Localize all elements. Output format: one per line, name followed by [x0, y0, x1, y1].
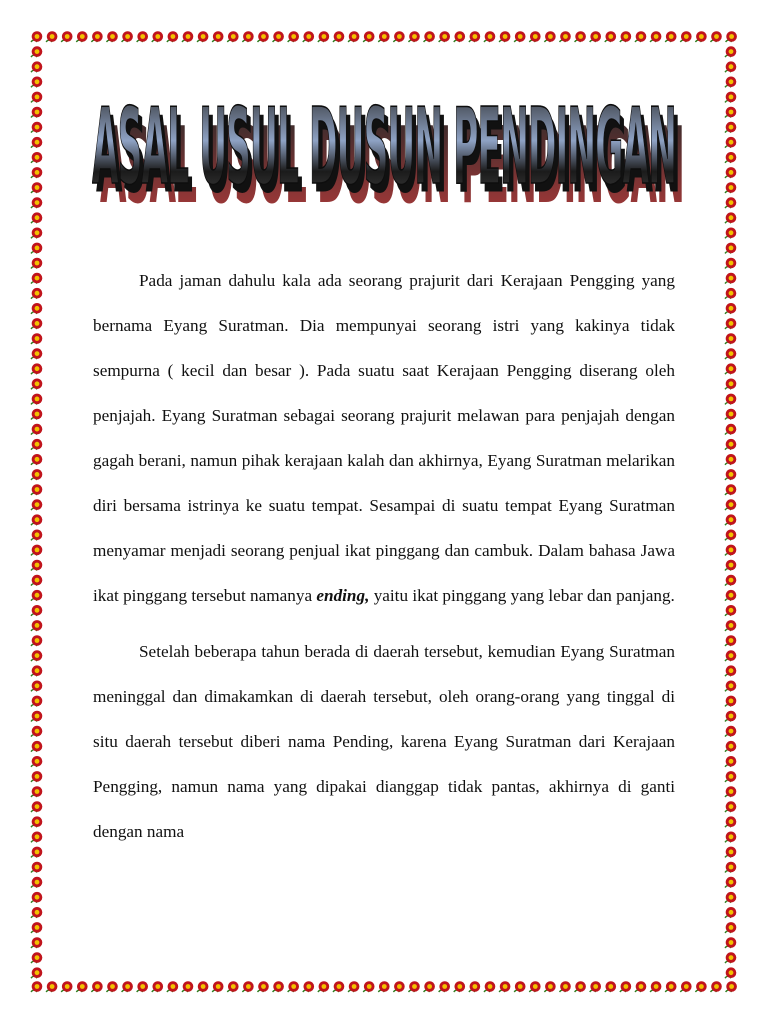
paragraph-1-emphasis: ending, [316, 586, 370, 605]
flower-icon [499, 31, 510, 42]
flower-icon [182, 31, 193, 42]
flower-icon [725, 832, 736, 843]
flower-icon [122, 981, 133, 992]
flower-icon [197, 981, 208, 992]
flower-icon [544, 981, 555, 992]
flower-icon [544, 31, 555, 42]
flower-icon [725, 530, 736, 541]
flower-icon [680, 981, 691, 992]
flower-icon [167, 31, 178, 42]
flower-icon [31, 318, 42, 329]
flower-icon [31, 590, 42, 601]
flower-icon [31, 454, 42, 465]
flower-icon [725, 107, 736, 118]
flower-icon [91, 981, 102, 992]
flower-icon [333, 31, 344, 42]
flower-icon [107, 981, 118, 992]
flower-icon [484, 31, 495, 42]
flower-icon [137, 981, 148, 992]
flower-icon [348, 981, 359, 992]
flower-icon [31, 545, 42, 556]
flower-icon [409, 981, 420, 992]
flower-icon [725, 605, 736, 616]
flower-icon [31, 937, 42, 948]
flower-icon [484, 981, 495, 992]
flower-icon [725, 454, 736, 465]
flower-icon [107, 31, 118, 42]
flower-icon [560, 981, 571, 992]
flower-icon [31, 696, 42, 707]
flower-icon [31, 681, 42, 692]
flower-border-icon [30, 30, 44, 994]
flower-icon [725, 756, 736, 767]
flower-icon [31, 107, 42, 118]
flower-icon [31, 726, 42, 737]
flower-icon [725, 711, 736, 722]
title-face: ASAL USUL DUSUN PENDINGAN [92, 86, 676, 209]
paragraph-1-tail: yaitu ikat pinggang yang lebar dan panjang. [369, 586, 675, 605]
flower-icon [605, 31, 616, 42]
flower-icon [258, 31, 269, 42]
flower-icon [725, 741, 736, 752]
flower-icon [31, 832, 42, 843]
flower-icon [650, 31, 661, 42]
flower-icon [31, 197, 42, 208]
flower-icon [725, 816, 736, 827]
flower-icon [514, 31, 525, 42]
flower-icon [514, 981, 525, 992]
flower-icon [725, 379, 736, 390]
flower-icon [152, 981, 163, 992]
flower-icon [31, 182, 42, 193]
flower-icon [711, 981, 722, 992]
flower-icon [439, 981, 450, 992]
flower-icon [76, 31, 87, 42]
flower-icon [725, 77, 736, 88]
flower-icon [378, 31, 389, 42]
flower-icon [454, 981, 465, 992]
flower-icon [273, 981, 284, 992]
flower-icon [31, 46, 42, 57]
flower-icon [725, 137, 736, 148]
flower-icon [590, 981, 601, 992]
flower-icon [575, 31, 586, 42]
flower-icon [560, 31, 571, 42]
flower-icon [31, 303, 42, 314]
flower-icon [31, 122, 42, 133]
flower-icon [725, 696, 736, 707]
flower-icon [725, 499, 736, 510]
flower-icon [31, 620, 42, 631]
flower-icon [31, 892, 42, 903]
flower-icon [31, 167, 42, 178]
flower-icon [31, 711, 42, 722]
flower-icon [725, 182, 736, 193]
flower-icon [409, 31, 420, 42]
flower-icon [725, 197, 736, 208]
flower-icon [725, 726, 736, 737]
title-shadow: ASAL USUL DUSUN PENDINGAN [100, 104, 684, 228]
flower-icon [31, 484, 42, 495]
flower-icon [725, 228, 736, 239]
flower-icon [31, 635, 42, 646]
flower-icon [725, 439, 736, 450]
flower-icon [725, 333, 736, 344]
document-body [93, 258, 675, 854]
flower-icon [363, 31, 374, 42]
flower-icon [695, 981, 706, 992]
flower-icon [725, 273, 736, 284]
flower-icon [152, 31, 163, 42]
flower-icon [31, 847, 42, 858]
flower-icon [61, 31, 72, 42]
paragraph-2 [93, 629, 675, 854]
flower-icon [273, 31, 284, 42]
flower-border-icon [724, 30, 738, 994]
flower-icon [725, 318, 736, 329]
flower-icon [197, 31, 208, 42]
flower-icon [378, 981, 389, 992]
flower-icon [31, 665, 42, 676]
flower-icon [635, 31, 646, 42]
flower-icon [31, 967, 42, 978]
flower-icon [31, 258, 42, 269]
flower-icon [725, 937, 736, 948]
document-title [92, 86, 692, 236]
flower-icon [303, 31, 314, 42]
flower-icon [31, 771, 42, 782]
flower-icon [725, 771, 736, 782]
flower-icon [31, 922, 42, 933]
flower-icon [31, 862, 42, 873]
flower-icon [424, 31, 435, 42]
flower-icon [725, 635, 736, 646]
flower-icon [725, 665, 736, 676]
flower-icon [303, 981, 314, 992]
flower-icon [711, 31, 722, 42]
flower-icon [31, 243, 42, 254]
flower-icon [665, 31, 676, 42]
flower-icon [242, 981, 253, 992]
flower-icon [31, 333, 42, 344]
flower-icon [31, 907, 42, 918]
flower-icon [31, 212, 42, 223]
flower-border-icon [30, 30, 738, 44]
flower-icon [31, 741, 42, 752]
flower-icon [31, 575, 42, 586]
flower-icon [725, 303, 736, 314]
flower-icon [725, 650, 736, 661]
flower-icon [725, 409, 736, 420]
flower-icon [242, 31, 253, 42]
flower-icon [318, 31, 329, 42]
flower-icon [122, 31, 133, 42]
flower-icon [31, 514, 42, 525]
flower-icon [725, 545, 736, 556]
flower-icon [31, 394, 42, 405]
flower-icon [31, 952, 42, 963]
flower-icon [31, 77, 42, 88]
flower-icon [725, 152, 736, 163]
flower-icon [424, 981, 435, 992]
flower-icon [575, 981, 586, 992]
flower-icon [725, 967, 736, 978]
flower-icon [725, 801, 736, 812]
flower-border-icon [30, 980, 738, 994]
flower-icon [31, 363, 42, 374]
flower-icon [725, 892, 736, 903]
flower-icon [725, 681, 736, 692]
flower-icon [31, 409, 42, 420]
flower-icon [725, 952, 736, 963]
flower-icon [31, 816, 42, 827]
flower-icon [227, 31, 238, 42]
flower-icon [650, 981, 661, 992]
flower-icon [499, 981, 510, 992]
flower-icon [725, 877, 736, 888]
flower-icon [725, 922, 736, 933]
flower-icon [31, 228, 42, 239]
flower-icon [725, 394, 736, 405]
floral-border-left [30, 30, 44, 994]
flower-icon [620, 981, 631, 992]
flower-icon [31, 152, 42, 163]
flower-icon [31, 877, 42, 888]
flower-icon [31, 424, 42, 435]
flower-icon [725, 590, 736, 601]
flower-icon [725, 348, 736, 359]
title-depth: ASAL USUL DUSUN PENDINGAN [96, 93, 680, 217]
flower-icon [665, 981, 676, 992]
flower-icon [725, 484, 736, 495]
flower-icon [725, 469, 736, 480]
flower-icon [31, 92, 42, 103]
paragraph-1-text: Pada jaman dahulu kala ada seorang prajurit dari Kerajaan Pengging yang bernama Eyang Suratman. Dia mempunyai seorang istri yang kakinya tidak sempurna ( kecil dan besar ). Pada suatu saat Kerajaan Pengging diserang oleh penjajah. Eyang Suratman sebagai seorang prajurit melawan para penjajah dengan gagah berani, namun pihak kerajaan kalah dan akhirnya, Eyang Suratman melarikan diri bersama istrinya ke suatu tempat. Sesampai di suatu tempat Eyang Suratman menyamar menjadi seorang penjual ikat pinggang dan cambuk. Dalam bahasa Jawa ikat pinggang tersebut namanya [93, 271, 675, 605]
flower-icon [454, 31, 465, 42]
flower-icon [469, 981, 480, 992]
flower-icon [725, 907, 736, 918]
flower-icon [31, 348, 42, 359]
flower-icon [725, 258, 736, 269]
flower-icon [529, 981, 540, 992]
flower-icon [31, 605, 42, 616]
flower-icon [725, 847, 736, 858]
flower-icon [725, 560, 736, 571]
flower-icon [529, 31, 540, 42]
floral-border-right [724, 30, 738, 994]
flower-icon [318, 981, 329, 992]
flower-icon [288, 981, 299, 992]
flower-icon [725, 862, 736, 873]
flower-icon [725, 46, 736, 57]
flower-icon [725, 786, 736, 797]
flower-icon [725, 575, 736, 586]
flower-icon [46, 31, 57, 42]
flower-icon [393, 31, 404, 42]
flower-icon [167, 981, 178, 992]
flower-icon [725, 620, 736, 631]
flower-icon [31, 786, 42, 797]
flower-icon [31, 379, 42, 390]
flower-icon [31, 499, 42, 510]
flower-icon [439, 31, 450, 42]
flower-icon [31, 273, 42, 284]
flower-icon [288, 31, 299, 42]
flower-icon [725, 122, 736, 133]
flower-icon [137, 31, 148, 42]
floral-border-bottom [30, 980, 738, 994]
flower-icon [725, 288, 736, 299]
paragraph-1 [93, 258, 675, 618]
flower-icon [393, 981, 404, 992]
flower-icon [635, 981, 646, 992]
flower-icon [31, 560, 42, 571]
flower-icon [725, 92, 736, 103]
flower-icon [31, 756, 42, 767]
flower-icon [725, 167, 736, 178]
flower-icon [212, 981, 223, 992]
flower-icon [31, 439, 42, 450]
flower-icon [31, 137, 42, 148]
flower-icon [590, 31, 601, 42]
flower-icon [91, 31, 102, 42]
flower-icon [363, 981, 374, 992]
flower-icon [725, 424, 736, 435]
flower-icon [31, 61, 42, 72]
flower-icon [212, 31, 223, 42]
flower-icon [725, 514, 736, 525]
flower-icon [695, 31, 706, 42]
flower-icon [31, 650, 42, 661]
flower-icon [182, 981, 193, 992]
flower-icon [46, 981, 57, 992]
flower-icon [31, 801, 42, 812]
flower-icon [348, 31, 359, 42]
flower-icon [725, 61, 736, 72]
flower-icon [725, 243, 736, 254]
flower-icon [227, 981, 238, 992]
flower-icon [605, 981, 616, 992]
floral-border-top [30, 30, 738, 44]
flower-icon [31, 288, 42, 299]
flower-icon [725, 363, 736, 374]
flower-icon [258, 981, 269, 992]
flower-icon [333, 981, 344, 992]
paragraph-2-text: Setelah beberapa tahun berada di daerah tersebut, kemudian Eyang Suratman meninggal dan dimakamkan di daerah tersebut, oleh orang-orang yang tinggal di situ daerah tersebut diberi nama Pending, karena Eyang Suratman dari Kerajaan Pengging, namun nama yang dipakai dianggap tidak pantas, akhirnya di ganti dengan nama [93, 642, 675, 841]
flower-icon [680, 31, 691, 42]
flower-icon [76, 981, 87, 992]
flower-icon [61, 981, 72, 992]
flower-icon [31, 469, 42, 480]
flower-icon [620, 31, 631, 42]
flower-icon [725, 212, 736, 223]
flower-icon [469, 31, 480, 42]
flower-icon [31, 530, 42, 541]
